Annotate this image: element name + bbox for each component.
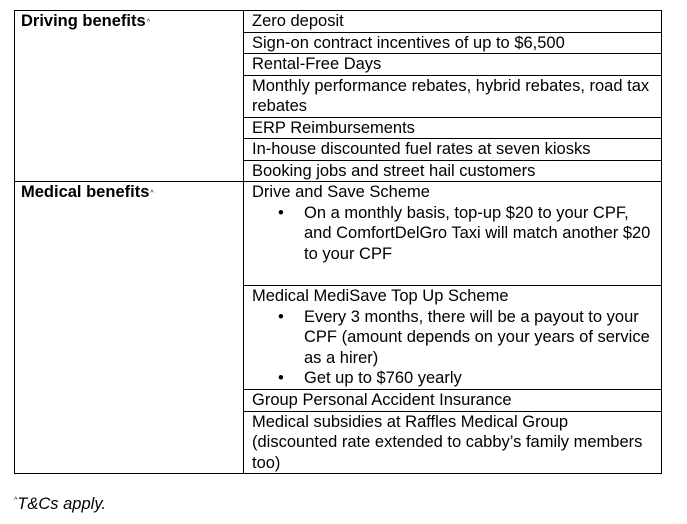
footnote	[14, 495, 106, 514]
bullet-item: • Get up to $760 yearly	[304, 368, 657, 389]
footnote-mark: ^	[14, 497, 18, 504]
benefit-cell	[244, 182, 662, 286]
benefit-cell: Zero deposit	[244, 11, 662, 33]
benefit-cell: Rental-Free Days	[244, 54, 662, 76]
bullet-list	[252, 203, 657, 265]
benefit-cell: Booking jobs and street hail customers	[244, 160, 662, 182]
benefit-title: Drive and Save Scheme	[252, 183, 430, 201]
bullet-item: • On a monthly basis, top-up $20 to your CPF, and ComfortDelGro Taxi will match another $20 to your CPF	[304, 203, 657, 265]
category-cell	[15, 11, 244, 182]
table-row	[15, 11, 662, 33]
benefit-cell: In-house discounted fuel rates at seven kiosks	[244, 139, 662, 161]
category-mark: ^	[146, 19, 150, 26]
category-cell	[15, 182, 244, 474]
benefit-cell: Group Personal Accident Insurance	[244, 390, 662, 412]
benefits-table	[14, 10, 662, 474]
benefit-cell: Medical subsidies at Raffles Medical Group (discounted rate extended to cabby’s family members too)	[244, 411, 662, 474]
benefit-cell: ERP Reimbursements	[244, 117, 662, 139]
footnote-text: T&Cs apply.	[17, 495, 106, 513]
category-mark: ^	[150, 190, 154, 197]
benefit-cell: Sign-on contract incentives of up to $6,500	[244, 32, 662, 54]
benefit-cell: Monthly performance rebates, hybrid rebates, road tax rebates	[244, 75, 662, 117]
category-label: Driving benefits	[21, 12, 146, 30]
category-label: Medical benefits	[21, 183, 150, 201]
table-row	[15, 182, 662, 286]
benefit-title: Medical MediSave Top Up Scheme	[252, 287, 509, 305]
bullet-item: • Every 3 months, there will be a payout to your CPF (amount depends on your years of service as a hirer)	[304, 307, 657, 369]
benefit-cell	[244, 286, 662, 390]
bullet-list	[252, 307, 657, 389]
